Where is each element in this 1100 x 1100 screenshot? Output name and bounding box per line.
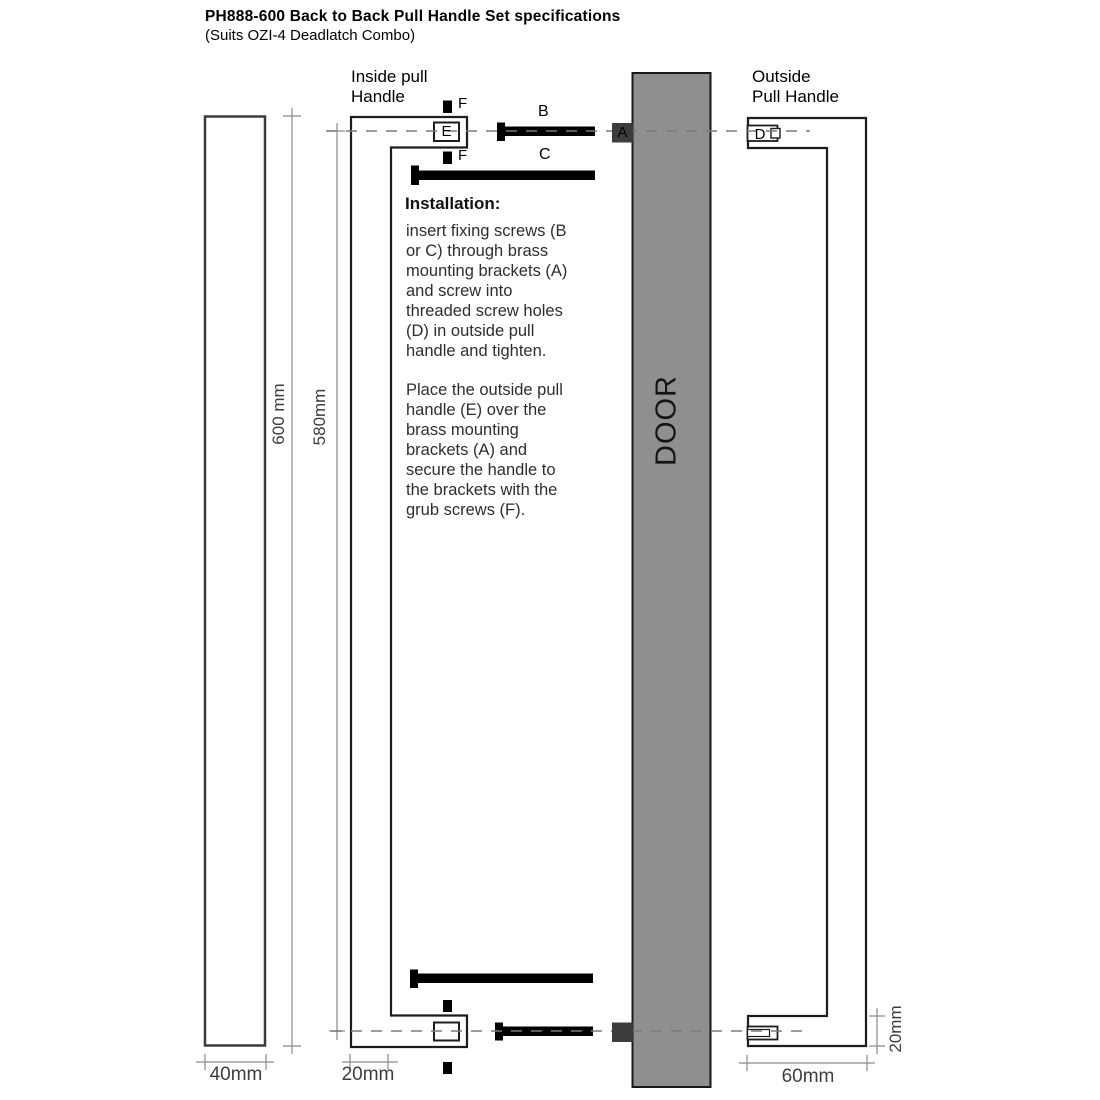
- fixing-screw-c-top: [411, 166, 595, 186]
- para1-line: handle and tighten.: [406, 342, 547, 360]
- threaded-hole-bottom: [748, 1027, 778, 1040]
- para2-line: secure the handle to: [406, 461, 556, 479]
- centerlines: [326, 131, 810, 1031]
- dim-label-60mm: 60mm: [781, 1066, 835, 1087]
- part-label-f-top: F: [458, 95, 468, 112]
- para1-line: and screw into: [406, 282, 513, 300]
- page-title: PH888-600 Back to Back Pull Handle Set specifications: [205, 8, 621, 25]
- para1-line: (D) in outside pull: [406, 322, 535, 340]
- fixing-screw-c-bottom: [410, 970, 593, 989]
- part-label-c: C: [539, 146, 551, 163]
- dim-label-580mm: 580mm: [310, 388, 329, 446]
- inside-handle-label: Inside pull Handle: [351, 67, 433, 106]
- para2-line: the brackets with the: [406, 481, 558, 499]
- para1-line: mounting brackets (A): [406, 262, 568, 280]
- dim-label-20mm: 20mm: [341, 1064, 395, 1085]
- part-label-d: D: [754, 126, 766, 143]
- para2-line: brackets (A) and: [406, 441, 528, 459]
- para2-line: handle (E) over the: [406, 401, 547, 419]
- door-label: DOOR: [650, 375, 683, 466]
- grub-screw-f-bottom: [443, 1062, 452, 1074]
- handle-profile-side-view: [205, 117, 265, 1046]
- dim-label-40mm: 40mm: [209, 1064, 263, 1085]
- page-subtitle: (Suits OZI-4 Deadlatch Combo): [205, 27, 416, 44]
- door-panel: [633, 73, 711, 1087]
- outside-handle-label: Outside Pull Handle: [752, 67, 839, 106]
- part-label-e: E: [441, 123, 452, 140]
- para1-line: or C) through brass: [406, 242, 549, 260]
- installation-heading: Installation:: [405, 194, 501, 213]
- dim-label-600mm: 600 mm: [269, 383, 288, 445]
- mounting-bracket-a-bottom: [612, 1023, 633, 1043]
- outside-handle-outline: [748, 118, 866, 1046]
- part-label-b: B: [538, 103, 549, 120]
- para2-line: grub screws (F).: [406, 501, 526, 519]
- installation-paragraph-2: [406, 380, 563, 520]
- para1-line: threaded screw holes: [406, 302, 563, 320]
- part-label-f-mid: F: [458, 147, 468, 164]
- para1-line: insert fixing screws (B: [406, 222, 567, 240]
- dim-label-20mm-right: 20mm: [886, 1005, 905, 1053]
- installation-paragraph-1: [406, 221, 567, 361]
- grub-screw-f-lower: [443, 1000, 452, 1012]
- grub-screw-f-mid: [443, 152, 452, 165]
- para2-line: brass mounting: [406, 421, 519, 439]
- para2-line: Place the outside pull: [406, 381, 563, 399]
- part-label-a: A: [617, 124, 628, 141]
